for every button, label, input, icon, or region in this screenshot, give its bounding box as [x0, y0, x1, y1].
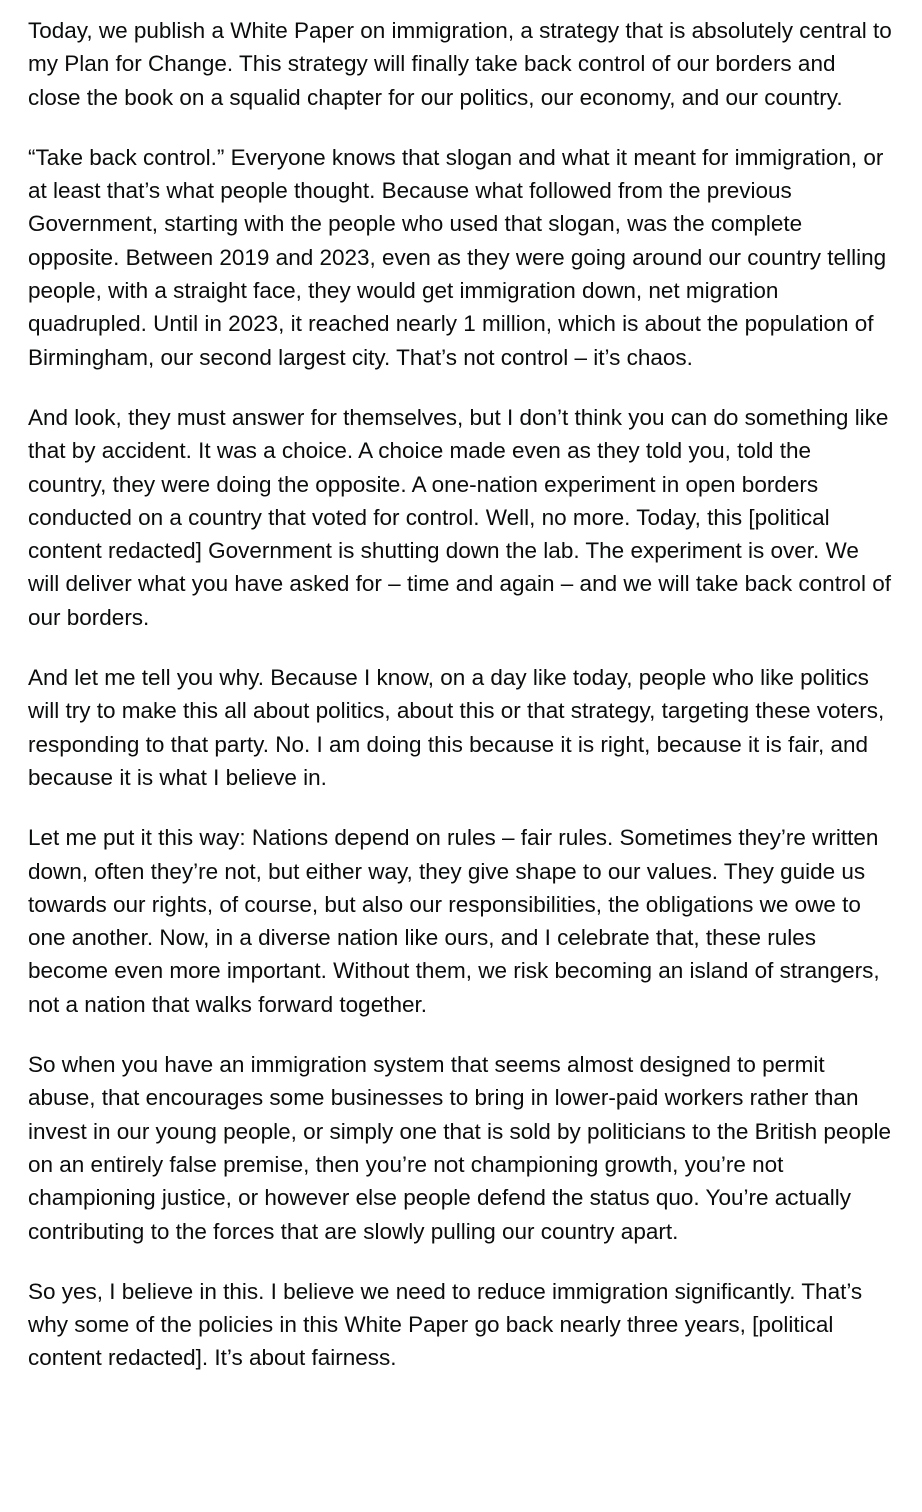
paragraph: Today, we publish a White Paper on immigration, a strategy that is absolutely central to my Plan for Change. This strategy will finally take back control of our borders and close the book on a squalid chapter for our politics, our economy, and our country. [28, 18, 892, 110]
paragraph: Let me put it this way: Nations depend on rules – fair rules. Sometimes they’re written down, often they’re not, but either way, they give shape to our values. They guide us towards our rights, of course, but also our responsibilities, the obligations we owe to one another. Now, in a diverse nation like ours, and I celebrate that, these rules become even more important. Without them, we risk becoming an island of strangers, not a nation that walks forward together. [28, 825, 880, 1017]
paragraph: So yes, I believe in this. I believe we need to reduce immigration significantly. That’s why some of the policies in this White Paper go back nearly three years, [political content redacted]. It’s about fairness. [28, 1278, 863, 1371]
paragraph: And let me tell you why. Because I know, on a day like today, people who like politics will try to make this all about politics, about this or that strategy, targeting these voters, responding to that party. No. I am doing this because it is right, because it is fair, and because it is what I believe in. [28, 665, 885, 790]
paragraph: So when you have an immigration system that seems almost designed to permit abuse, that encourages some businesses to bring in lower-paid workers rather than invest in our young people, or simply one that is sold by politicians to the British people on an entirely false premise, then you’re not championing growth, you’re not championing justice, or however else people defend the status quo. You’re actually contributing to the forces that are slowly pulling our country apart. [28, 1052, 891, 1244]
paragraph: “Take back control.” Everyone knows that slogan and what it meant for immigration, or at least that’s what people thought. Because what followed from the previous Government, starting with the people who used that slogan, was the complete opposite. Between 2019 and 2023, even as they were going around our country telling people, with a straight face, they would get immigration down, net migration quadrupled. Until in 2023, it reached nearly 1 million, which is about the population of Birmingham, our second largest city. That’s not control – it’s chaos. [28, 144, 887, 370]
paragraph: And look, they must answer for themselves, but I don’t think you can do something like that by accident. It was a choice. A choice made even as they told you, told the country, they were doing the opposite. A one-nation experiment in open borders conducted on a country that voted for control. Well, no more. Today, this [political content redacted] Government is shutting down the lab. The experiment is over. We will deliver what you have asked for – time and again – and we will take back control of our borders. [28, 404, 891, 630]
